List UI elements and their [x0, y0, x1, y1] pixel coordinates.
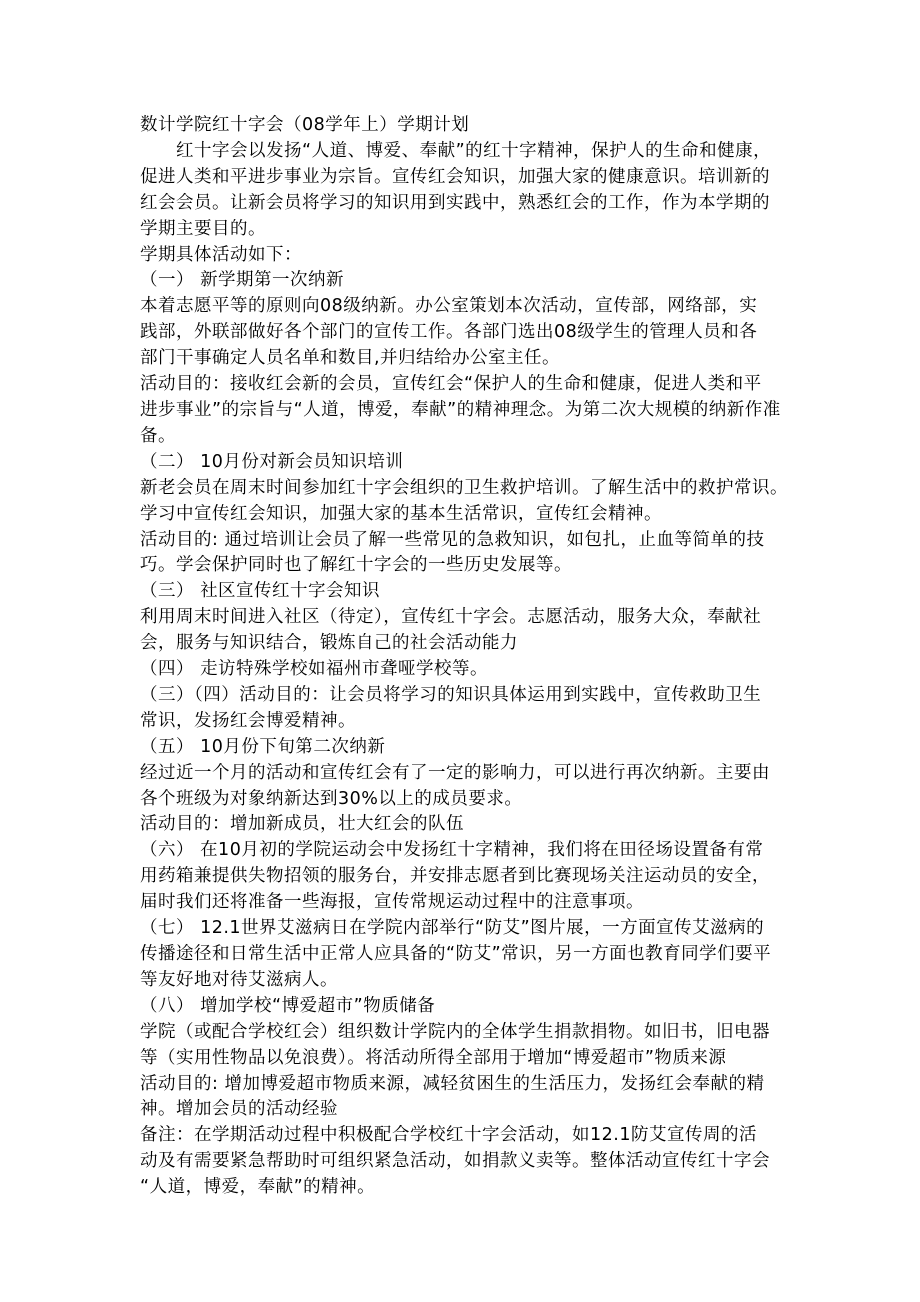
- item-heading-2: （二） 10月份对新会员知识培训: [140, 451, 404, 472]
- intro-line: 促进人类和平进步事业为宗旨。宣传红会知识，加强大家的健康意识。培训新的: [140, 166, 770, 187]
- body-line: 部门干事确定人员名单和数目,并归结给办公室主任。: [140, 348, 561, 369]
- document-page: [140, 113, 800, 1201]
- body-line: 活动目的：增加新成员，壮大红会的队伍: [140, 814, 464, 835]
- intro-line: 学期主要目的。: [140, 218, 266, 239]
- item-heading-7: （七） 12.1世界艾滋病日在学院内部举行“防艾”图片展，一方面宣传艾滋病的: [140, 918, 765, 939]
- body-line: 活动目的: 增加博爱超市物质来源，减轻贫困生的生活压力，发扬红会奉献的精: [140, 1073, 765, 1094]
- body-line: 届时我们还将准备一些海报，宣传常规运动过程中的注意事项。: [140, 892, 644, 913]
- body-line: 学习中宣传红会知识，加强大家的基本生活常识，宣传红会精神。: [140, 503, 662, 524]
- body-line: （三）（四）活动目的：让会员将学习的知识具体运用到实践中，宣传救助卫生: [140, 684, 762, 705]
- body-line: 巧。学会保护同时也了解红十字会的一些历史发展等。: [140, 555, 572, 576]
- body-line: 经过近一个月的活动和宣传红会有了一定的影响力，可以进行再次纳新。主要由: [140, 762, 770, 783]
- section-heading: 学期具体活动如下：: [140, 244, 302, 265]
- item-heading-6: （六） 在10月初的学院运动会中发扬红十字精神，我们将在田径场设置备有常: [140, 840, 764, 861]
- body-line: 本着志愿平等的原则向08级纳新。办公室策划本次活动，宣传部，网络部，实: [140, 296, 758, 317]
- body-line: 神。增加会员的活动经验: [140, 1099, 338, 1120]
- document-title: 数计学院红十字会（08学年上）学期计划: [140, 115, 470, 135]
- item-heading-4: （四） 走访特殊学校如福州市聋哑学校等。: [140, 659, 489, 680]
- body-line: 各个班级为对象纳新达到30%以上的成员要求。: [140, 788, 523, 809]
- body-line: 备。: [140, 425, 176, 446]
- note-line: “人道，博爱，奉献”的精神。: [140, 1177, 376, 1198]
- body-line: 会，服务与知识结合，锻炼自己的社会活动能力: [140, 633, 518, 654]
- item-heading-3: （三） 社区宣传红十字会知识: [140, 581, 381, 602]
- note-line: 备注：在学期活动过程中积极配合学校红十字会活动，如12.1防艾宣传周的活: [140, 1125, 757, 1146]
- body-line: 活动目的: 通过培训让会员了解一些常见的急救知识，如包扎，止血等简单的技: [140, 529, 765, 550]
- note-line: 动及有需要紧急帮助时可组织紧急活动，如捐款义卖等。整体活动宣传红十字会: [140, 1151, 770, 1172]
- body-line: 进步事业”的宗旨与“人道，博爱，奉献”的精神理念。为第二次大规模的纳新作准: [140, 399, 781, 420]
- intro-line: 红十字会以发扬“人道、博爱、奉献”的红十字精神，保护人的生命和健康，: [176, 140, 772, 161]
- body-line: 活动目的：接收红会新的会员，宣传红会“保护人的生命和健康，促进人类和平: [140, 374, 762, 395]
- body-line: 践部，外联部做好各个部门的宣传工作。各部门选出08级学生的管理人员和各: [140, 322, 758, 343]
- item-heading-1: （一） 新学期第一次纳新: [140, 270, 345, 291]
- body-line: 用药箱兼提供失物招领的服务台，并安排志愿者到比赛现场关注运动员的安全，: [140, 866, 770, 887]
- body-line: 学院（或配合学校红会）组织数计学院内的全体学生捐款捐物。如旧书，旧电器: [140, 1021, 770, 1042]
- body-line: 利用周末时间进入社区（待定），宣传红十字会。志愿活动，服务大众，奉献社: [140, 607, 762, 628]
- body-line: 传播途径和日常生活中正常人应具备的“防艾”常识，另一方面也教育同学们要平: [140, 944, 772, 964]
- body-line: 新老会员在周末时间参加红十字会组织的卫生救护培训。了解生活中的救护常识。: [140, 477, 788, 498]
- item-heading-5: （五） 10月份下旬第二次纳新: [140, 736, 386, 757]
- body-line: 等（实用性物品以免浪费）。将活动所得全部用于增加“博爱超市”物质来源: [140, 1047, 727, 1068]
- body-line: 常识，发扬红会博爱精神。: [140, 710, 356, 731]
- intro-line: 红会会员。让新会员将学习的知识用到实践中，熟悉红会的工作，作为本学期的: [140, 192, 770, 213]
- item-heading-8: （八） 增加学校“博爱超市”物质储备: [140, 995, 436, 1016]
- body-line: 等友好地对待艾滋病人。: [140, 969, 338, 990]
